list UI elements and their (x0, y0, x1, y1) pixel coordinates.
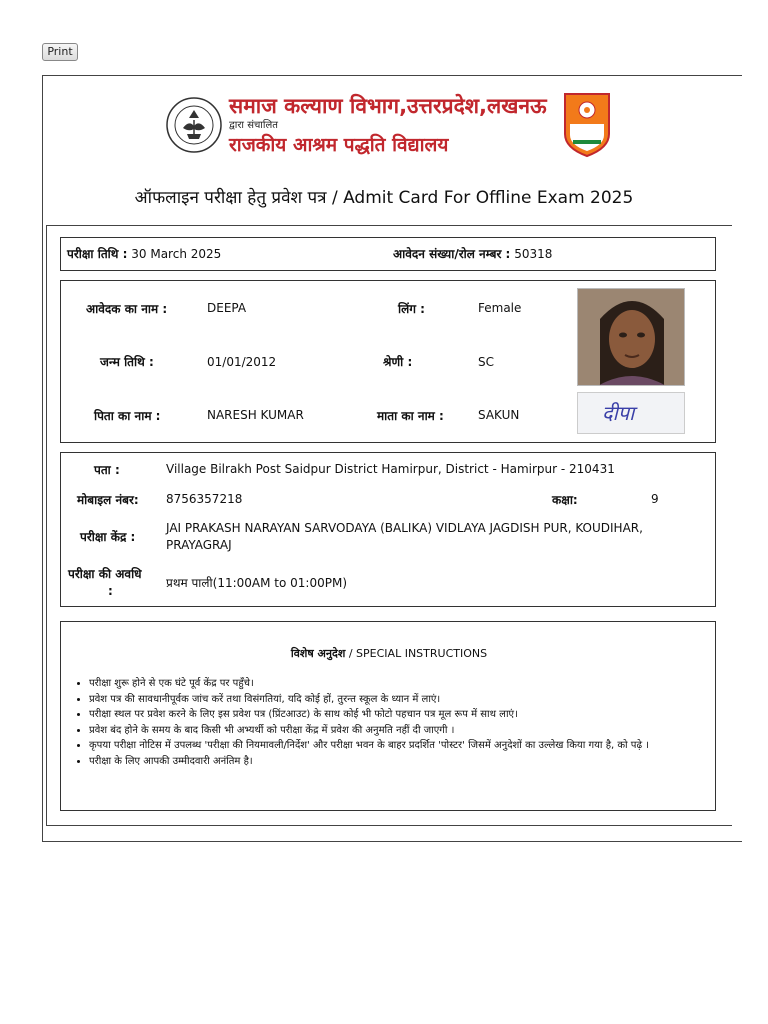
gender-label: लिंग : (398, 302, 425, 316)
exam-date-label: परीक्षा तिथि : (67, 247, 128, 261)
duration-label-colon: : (108, 584, 113, 598)
father-name-label: पिता का नाम : (94, 409, 161, 423)
instructions-box (60, 621, 716, 811)
instruction-item: • कृपया परीक्षा नोटिस में उपलब्ध 'परीक्षा की नियमावली/निर्देश' और परीक्षा भवन के बाहर प्रदर्शित 'पोस्टर' जिसमें अनुदेशों का उल्लेख किया गया है, को पढ़े । (89, 738, 709, 754)
admit-card-title: ऑफलाइन परीक्षा हेतु प्रवेश पत्र / Admit Card For Offline Exam 2025 (134, 188, 634, 208)
print-button[interactable]: Print (42, 43, 78, 61)
dob-label: जन्म तिथि : (100, 355, 154, 369)
roll-number-value: 50318 (514, 247, 553, 261)
roll-number-label: आवेदन संख्या/रोल नम्बर : (393, 247, 511, 261)
exam-date-field (67, 245, 221, 262)
mobile-label: मोबाइल नंबर: (77, 493, 139, 507)
centre-label: परीक्षा केंद्र : (80, 530, 136, 544)
class-label: कक्षा: (552, 493, 578, 507)
candidate-name-value: DEEPA (207, 301, 247, 315)
class-value: 9 (651, 492, 659, 506)
header-operated-by: द्वारा संचालित (229, 120, 278, 131)
centre-value-line1: JAI PRAKASH NARAYAN SARVODAYA (BALIKA) VIDLAYA JAGDISH PUR, KOUDIHAR, (166, 521, 643, 535)
instruction-item: • प्रवेश बंद होने के समय के बाद किसी भी अभ्यर्थी को परीक्षा केंद्र में प्रवेश की अनुमति नहीं दी जाएगी । (89, 723, 709, 739)
instruction-item: • परीक्षा शुरू होने से एक घंटे पूर्व केंद्र पर पहुँचे। (89, 676, 709, 692)
address-value: Village Bilrakh Post Saidpur District Hamirpur, District - Hamirpur - 210431 (166, 462, 615, 476)
instruction-item: • परीक्षा स्थल पर प्रवेश करने के लिए इस प्रवेश पत्र (प्रिंटआउट) के साथ कोई भी फोटो पहचान पत्र मूल रूप में साथ लाएं। (89, 707, 709, 723)
up-govt-emblem-icon (165, 96, 223, 154)
duration-value: प्रथम पाली(11:00AM to 01:00PM) (166, 576, 348, 590)
roll-number-field (393, 245, 552, 262)
category-value: SC (478, 355, 494, 369)
category-label: श्रेणी : (383, 355, 413, 369)
instructions-heading-en: / SPECIAL INSTRUCTIONS (345, 647, 488, 660)
address-label: पता : (94, 463, 120, 477)
school-logo-icon (562, 90, 612, 158)
dob-value: 01/01/2012 (207, 355, 277, 369)
instructions-heading (61, 646, 717, 661)
mother-name-label: माता का नाम : (377, 409, 444, 423)
header-department: समाज कल्याण विभाग,उत्तरप्रदेश,लखनऊ (229, 94, 547, 118)
mother-name-value: SAKUN (478, 408, 520, 422)
header-school-name: राजकीय आश्रम पद्धति विद्यालय (229, 134, 449, 156)
exam-date-value: 30 March 2025 (131, 247, 222, 261)
candidate-photo (577, 288, 685, 386)
instruction-item: • परीक्षा के लिए आपकी उम्मीदवारी अनंतिम है। (89, 754, 709, 770)
instructions-heading-hi: विशेष अनुदेश (290, 647, 346, 660)
candidate-signature (577, 392, 685, 434)
instruction-item: • प्रवेश पत्र की सावधानीपूर्वक जांच करें तथा विसंगतियां, यदि कोई हों, तुरन्त स्कूल के ध्यान में लाएं। (89, 692, 709, 708)
candidate-name-label: आवेदक का नाम : (86, 302, 168, 316)
centre-value-line2: PRAYAGRAJ (166, 538, 232, 552)
signature-text: दीपा (602, 401, 635, 425)
mobile-value: 8756357218 (166, 492, 243, 506)
gender-value: Female (478, 301, 522, 315)
duration-label: परीक्षा की अवधि (68, 567, 142, 581)
instructions-list (89, 676, 709, 769)
father-name-value: NARESH KUMAR (207, 408, 304, 422)
